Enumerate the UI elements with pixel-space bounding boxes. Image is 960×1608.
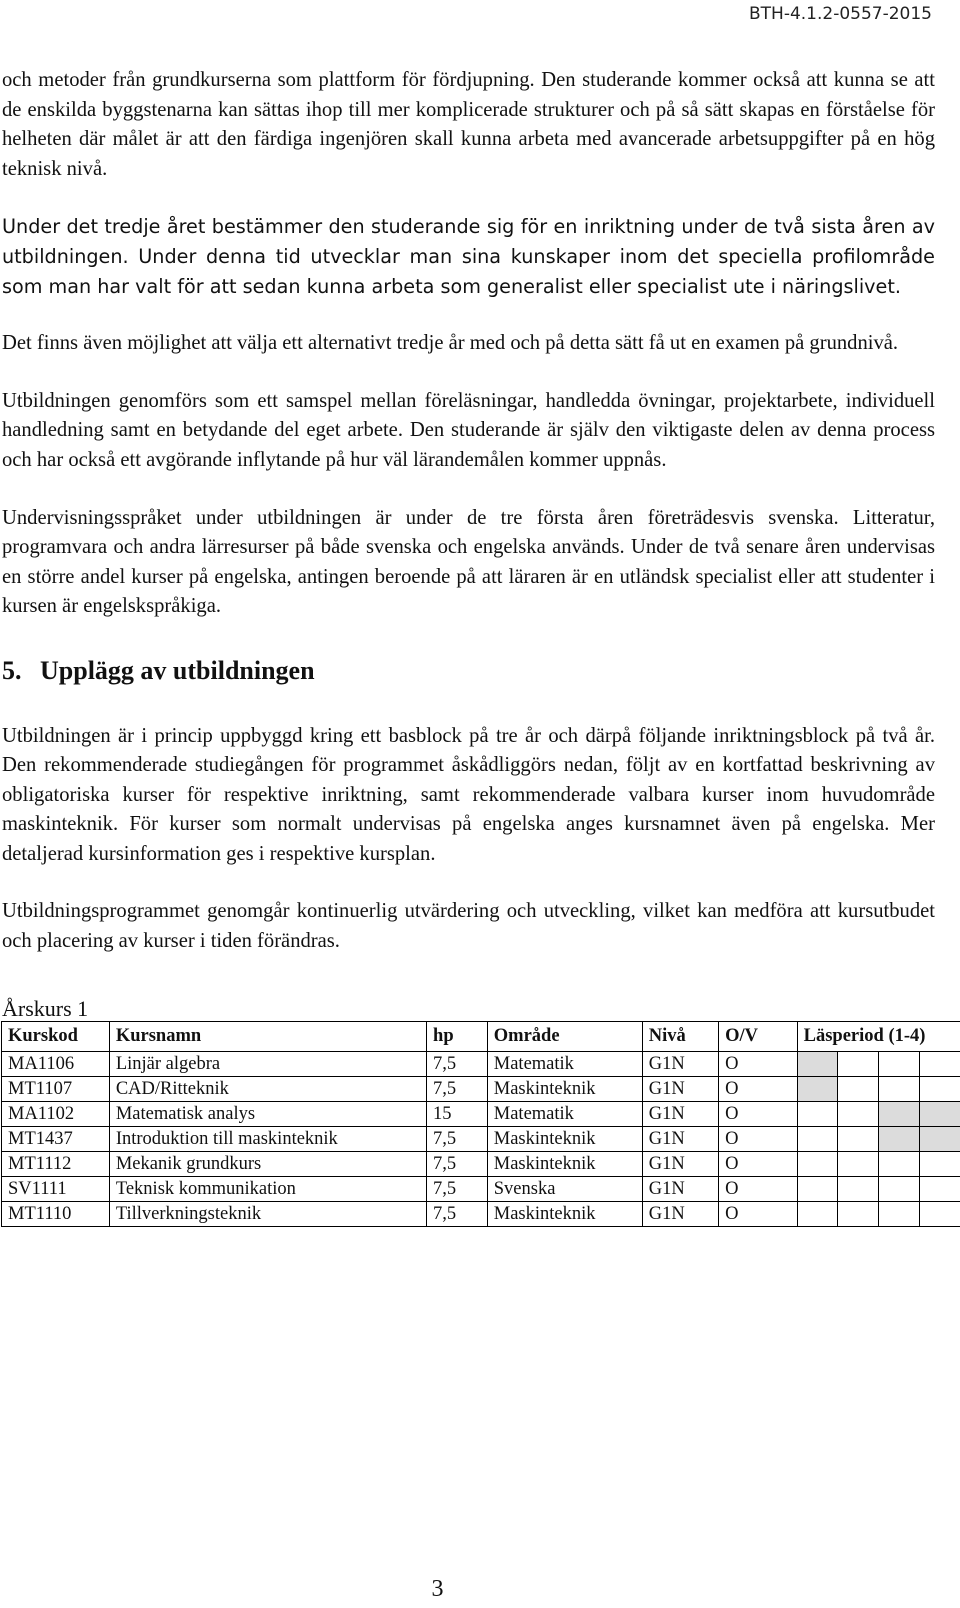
- ov-cell: O: [719, 1127, 798, 1152]
- period-4-cell: [920, 1202, 960, 1227]
- area-cell: Svenska: [487, 1177, 642, 1202]
- period-2-cell: [838, 1202, 879, 1227]
- course-table: [1, 1021, 960, 1228]
- period-2-cell: [838, 1077, 879, 1102]
- course-code-cell: MA1102: [2, 1102, 110, 1127]
- period-2-cell: [838, 1052, 879, 1077]
- period-4-cell: [920, 1077, 960, 1102]
- course-table-body: [2, 1052, 960, 1227]
- ov-cell: O: [719, 1052, 798, 1077]
- hp-cell: 7,5: [427, 1202, 488, 1227]
- header-ov: O/V: [719, 1021, 798, 1052]
- ov-cell: O: [719, 1202, 798, 1227]
- paragraph-5: Undervisningsspråket under utbildningen är under de tre första åren företrädesvis svenska. Litteratur, programvara och andra lärresurser på både svenska och engelska används. Under de två senare åren undervisas en större andel kurser på engelska, antingen beroende på att läraren är en utländsk specialist eller att studenter i kursen är engelskspråkiga.: [2, 506, 935, 618]
- period-1-cell: [797, 1077, 838, 1102]
- table-row: [2, 1052, 960, 1077]
- period-4-cell: [920, 1152, 960, 1177]
- level-cell: G1N: [642, 1052, 718, 1077]
- table-header-row: [2, 1021, 960, 1052]
- area-cell: Maskinteknik: [487, 1202, 642, 1227]
- table-row: [2, 1202, 960, 1227]
- period-3-cell: [879, 1052, 920, 1077]
- paragraph-3: Det finns även möjlighet att välja ett alternativt tredje år med och på detta sätt få ut en examen på grundnivå.: [2, 332, 899, 355]
- course-code-cell: MT1437: [2, 1127, 110, 1152]
- course-name-cell: Introduktion till maskinteknik: [109, 1127, 426, 1152]
- period-3-cell: [879, 1077, 920, 1102]
- period-3-cell: [879, 1102, 920, 1127]
- course-code-cell: SV1111: [2, 1177, 110, 1202]
- period-2-cell: [838, 1127, 879, 1152]
- ov-cell: O: [719, 1102, 798, 1127]
- section-title: Upplägg av utbildningen: [40, 655, 315, 685]
- table-row: [2, 1102, 960, 1127]
- period-4-cell: [920, 1052, 960, 1077]
- header-course-code: Kurskod: [2, 1021, 110, 1052]
- course-name-cell: Tillverkningsteknik: [109, 1202, 426, 1227]
- hp-cell: 7,5: [427, 1177, 488, 1202]
- table-row: [2, 1177, 960, 1202]
- level-cell: G1N: [642, 1202, 718, 1227]
- header-period: Läsperiod (1-4): [797, 1021, 960, 1052]
- paragraph-4: Utbildningen genomförs som ett samspel mellan föreläsningar, handledda övningar, projektarbete, individuell handledning samt en betydande del eget arbete. Den studerande är själv den viktigaste delen av denna process och har också ett avgörande inflytande på hur väl lärandemålen kommer uppnås.: [2, 389, 935, 471]
- ov-cell: O: [719, 1077, 798, 1102]
- area-cell: Matematik: [487, 1052, 642, 1077]
- period-1-cell: [797, 1052, 838, 1077]
- course-code-cell: MT1112: [2, 1152, 110, 1177]
- course-name-cell: Mekanik grundkurs: [109, 1152, 426, 1177]
- hp-cell: 7,5: [427, 1052, 488, 1077]
- period-4-cell: [920, 1127, 960, 1152]
- hp-cell: 15: [427, 1102, 488, 1127]
- period-4-cell: [920, 1102, 960, 1127]
- course-name-cell: Teknisk kommunikation: [109, 1177, 426, 1202]
- course-name-cell: Matematisk analys: [109, 1102, 426, 1127]
- table-row: [2, 1077, 960, 1102]
- table-row: [2, 1152, 960, 1177]
- period-4-cell: [920, 1177, 960, 1202]
- page-number: 3: [431, 1576, 444, 1602]
- year-label: Årskurs 1: [2, 995, 89, 1021]
- header-hp: hp: [427, 1021, 488, 1052]
- header-area: Område: [487, 1021, 642, 1052]
- course-code-cell: MT1110: [2, 1202, 110, 1227]
- level-cell: G1N: [642, 1177, 718, 1202]
- hp-cell: 7,5: [427, 1077, 488, 1102]
- level-cell: G1N: [642, 1077, 718, 1102]
- period-2-cell: [838, 1152, 879, 1177]
- period-2-cell: [838, 1177, 879, 1202]
- document-body: [2, 66, 935, 1227]
- paragraph-1: och metoder från grundkurserna som plattform för fördjupning. Den studerande kommer också att kunna se att de enskilda byggstenarna kan sättas ihop till mer komplicerade strukturer och på så sätt skapas en förståelse för helheten där målet är att den färdiga ingenjören skall kunna arbeta med avancerade arbetsuppgifter på en hög teknisk nivå.: [2, 69, 935, 180]
- document-id: BTH-4.1.2-0557-2015: [748, 4, 932, 24]
- header-course-name: Kursnamn: [109, 1021, 426, 1052]
- header-level: Nivå: [642, 1021, 718, 1052]
- ov-cell: O: [719, 1152, 798, 1177]
- level-cell: G1N: [642, 1102, 718, 1127]
- hp-cell: 7,5: [427, 1152, 488, 1177]
- period-2-cell: [838, 1102, 879, 1127]
- section-number: 5.: [2, 655, 22, 685]
- course-code-cell: MA1106: [2, 1052, 110, 1077]
- section-paragraph-2: Utbildningsprogrammet genomgår kontinuerlig utvärdering och utveckling, vilket kan medföra att kursutbudet och placering av kurser i tiden förändras.: [2, 900, 935, 953]
- period-1-cell: [797, 1152, 838, 1177]
- paragraph-2: Under det tredje året bestämmer den studerande sig för en inriktning under de två sista åren av utbildningen. Under denna tid utvecklar man sina kunskaper inom det speciella profilområde som man har valt för att sedan kunna arbeta som generalist eller specialist ute i näringslivet.: [2, 215, 935, 298]
- section-heading: [2, 656, 935, 686]
- period-1-cell: [797, 1102, 838, 1127]
- period-3-cell: [879, 1202, 920, 1227]
- level-cell: G1N: [642, 1127, 718, 1152]
- period-1-cell: [797, 1202, 838, 1227]
- period-3-cell: [879, 1152, 920, 1177]
- level-cell: G1N: [642, 1152, 718, 1177]
- period-1-cell: [797, 1127, 838, 1152]
- period-3-cell: [879, 1127, 920, 1152]
- area-cell: Maskinteknik: [487, 1152, 642, 1177]
- period-1-cell: [797, 1177, 838, 1202]
- area-cell: Matematik: [487, 1102, 642, 1127]
- course-name-cell: Linjär algebra: [109, 1052, 426, 1077]
- section-paragraph-1: Utbildningen är i princip uppbyggd kring ett basblock på tre år och därpå följande inriktningsblock på två år. Den rekommenderade studiegången för programmet åskådliggörs nedan, följt av en kortfattad beskrivning av obligatoriska kurser för respektive inriktning, samt rekommenderade valbara kurser inom huvudområde maskinteknik. För kurser som normalt undervisas på engelska anges kursnamnet även på engelska. Mer detaljerad kursinformation ges i respektive kursplan.: [2, 724, 935, 865]
- ov-cell: O: [719, 1177, 798, 1202]
- period-3-cell: [879, 1177, 920, 1202]
- course-name-cell: CAD/Ritteknik: [109, 1077, 426, 1102]
- table-row: [2, 1127, 960, 1152]
- area-cell: Maskinteknik: [487, 1127, 642, 1152]
- area-cell: Maskinteknik: [487, 1077, 642, 1102]
- course-code-cell: MT1107: [2, 1077, 110, 1102]
- hp-cell: 7,5: [427, 1127, 488, 1152]
